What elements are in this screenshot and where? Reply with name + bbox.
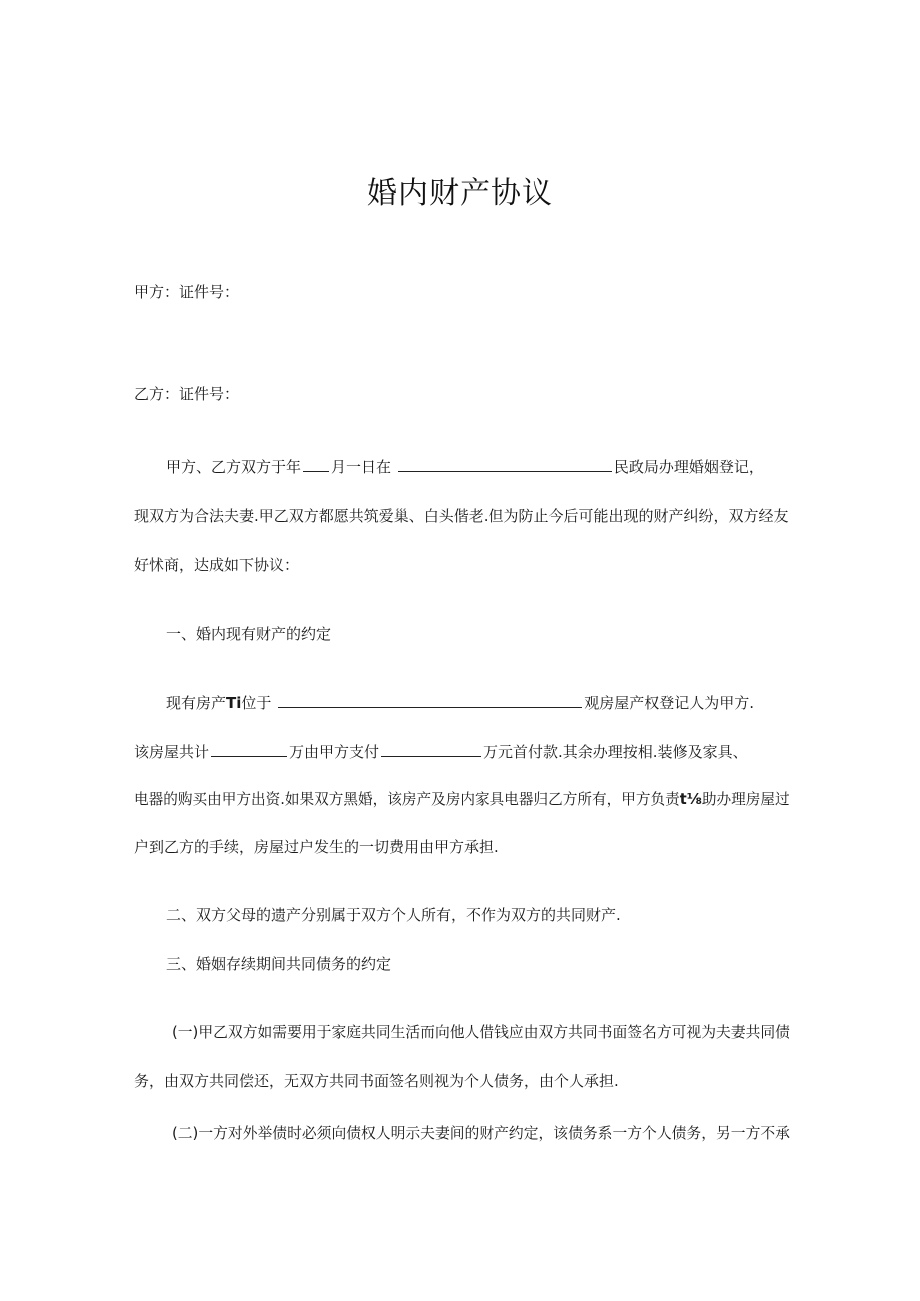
section-3-item-1-line-1: (一)甲乙双方如需要用于家庭共同生活而向他人借钱应由双方共同书面签名方可视为夫妻共同债 [172, 1023, 790, 1041]
s1-p3-text-a: 电器的购买由甲方出资.如果双方黑婚，该房产及房内家具电器归乙方所有，甲方负责 [134, 790, 680, 808]
intro-line-1 [166, 456, 764, 477]
s1-text-b: Ti [226, 694, 242, 712]
intro-text-a: 甲方、乙方双方于年 [166, 458, 302, 476]
s1-p2-text-c: 万元首付款.其余办理按相.装修及家具、 [483, 743, 748, 761]
section-3-item-2-line-1: (二)一方对外举债时必须向债权人明示夫妻间的财产约定，该债务系一方个人债务，另一方不承 [172, 1124, 790, 1142]
section-3-heading: 三、婚姻存续期间共同债务的约定 [166, 955, 392, 973]
s1-p2-text-a: 该房屋共计 [134, 743, 210, 761]
intro-line-3: 好怵商，达成如下协议： [134, 556, 300, 574]
intro-text-b: 月一日在 [331, 458, 392, 476]
total-price-blank [211, 741, 287, 757]
s1-text-a: 现有房产 [166, 694, 227, 712]
section-2-text: 二、双方父母的遗产分别属于双方个人所有，不作为双方的共同财产. [166, 906, 621, 924]
section-1-line-1 [166, 692, 754, 713]
party-b-line: 乙方：证件号： [134, 385, 240, 403]
document-title: 婚内财产协议 [367, 176, 553, 211]
s1-text-d: 观房屋产权登记人为甲方. [584, 694, 754, 712]
section-1-heading: 一、婚内现有财产的约定 [166, 625, 332, 643]
s1-p3-text-c: 助办理房屋过 [701, 790, 790, 808]
down-payment-blank [381, 741, 481, 757]
section-1-line-4: 户到乙方的手续，房屋过户发生的一切费用由甲方承担. [134, 838, 499, 856]
section-1-line-3 [134, 789, 790, 809]
property-location-blank [278, 692, 582, 708]
s1-text-c: 位于 [241, 694, 272, 712]
section-3-item-1-line-2: 务，由双方共同偿还，无双方共同书面签名则视为个人债务，由个人承担. [134, 1072, 619, 1090]
s1-p3-text-b: t⅛ [679, 790, 702, 808]
intro-text-c: 民政局办理婚姻登记， [613, 458, 764, 476]
section-1-line-2 [134, 741, 748, 762]
registration-place-blank [398, 456, 612, 472]
intro-line-2: 现双方为合法夫妻.甲乙双方都愿共筑爱巢、白头偕老.但为防止今后可能出现的财产纠纷，双方经友 [134, 507, 789, 525]
s1-p2-text-b: 万由甲方支付 [289, 743, 380, 761]
party-a-line: 甲方：证件号： [134, 283, 240, 301]
year-month-blank [303, 456, 329, 472]
